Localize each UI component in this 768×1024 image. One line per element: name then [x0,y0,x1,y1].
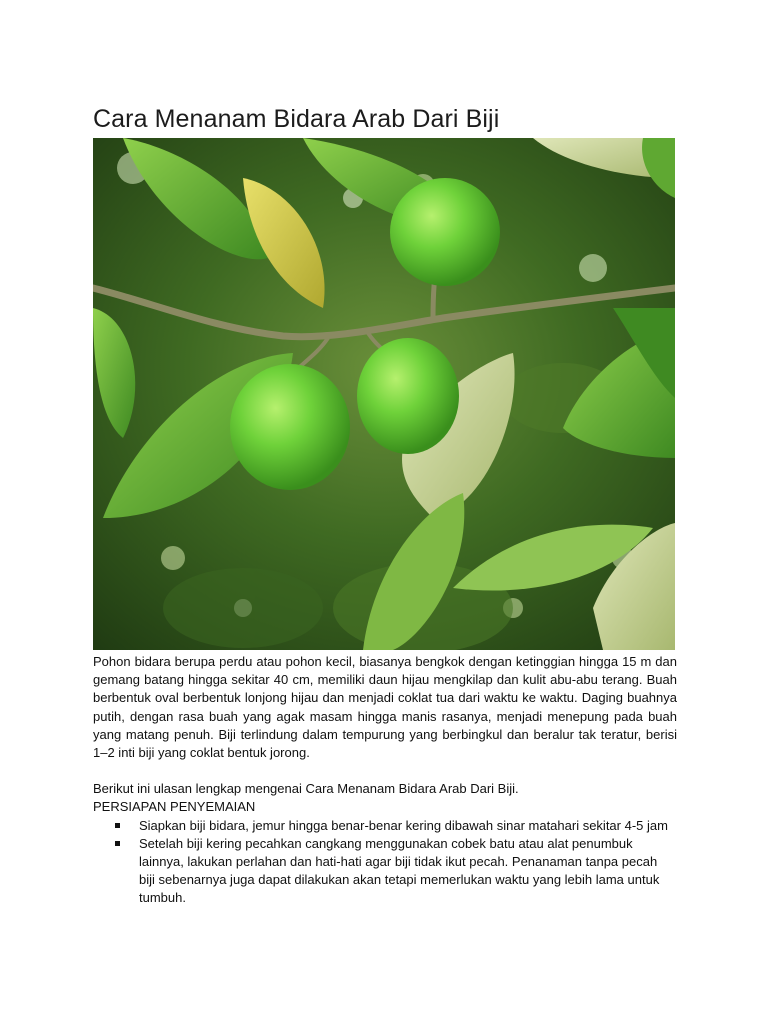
bidara-fruit-photo [93,138,675,650]
section-heading: PERSIAPAN PENYEMAIAN [93,799,256,815]
page-title: Cara Menanam Bidara Arab Dari Biji [93,104,500,133]
summary-paragraph: Berikut ini ulasan lengkap mengenai Cara Menanam Bidara Arab Dari Biji. [93,781,519,797]
list-item [93,817,677,835]
square-bullet-icon [115,841,120,846]
list-item-text: Siapkan biji bidara, jemur hingga benar-benar kering dibawah sinar matahari sekitar 4-5 jam [139,817,668,833]
list-item [93,835,677,908]
preparation-list [93,817,677,908]
paragraph-gap [93,762,677,780]
intro-paragraph: Pohon bidara berupa perdu atau pohon kecil, biasanya bengkok dengan ketinggian hingga 15 m dan gemang batang hingga sekitar 40 cm, memiliki daun hijau mengkilap dan kulit abu-abu terang. Buah berbentuk oval berbentuk lonjong hijau dan menjadi coklat tua dari waktu ke waktu. Daging buahnya putih, dengan rasa buah yang agak masam hingga manis rasanya, menjadi menepung pada buah yang matang penuh. Biji terlindung dalam tempurung yang berbingkul dan beralur tak teratur, berisi 1–2 inti biji yang coklat bentuk jorong. [93,654,677,761]
article-body [93,653,677,908]
list-item-text: Setelah biji kering pecahkan cangkang menggunakan cobek batu atau alat penumbuk lainnya, lakukan perlahan dan hati-hati agar biji tidak ikut pecah. Penanaman tanpa pecah biji sebenarnya juga dapat dilakukan akan tetapi memerlukan waktu yang lebih lama untuk tumbuh. [139,835,660,906]
square-bullet-icon [115,823,120,828]
